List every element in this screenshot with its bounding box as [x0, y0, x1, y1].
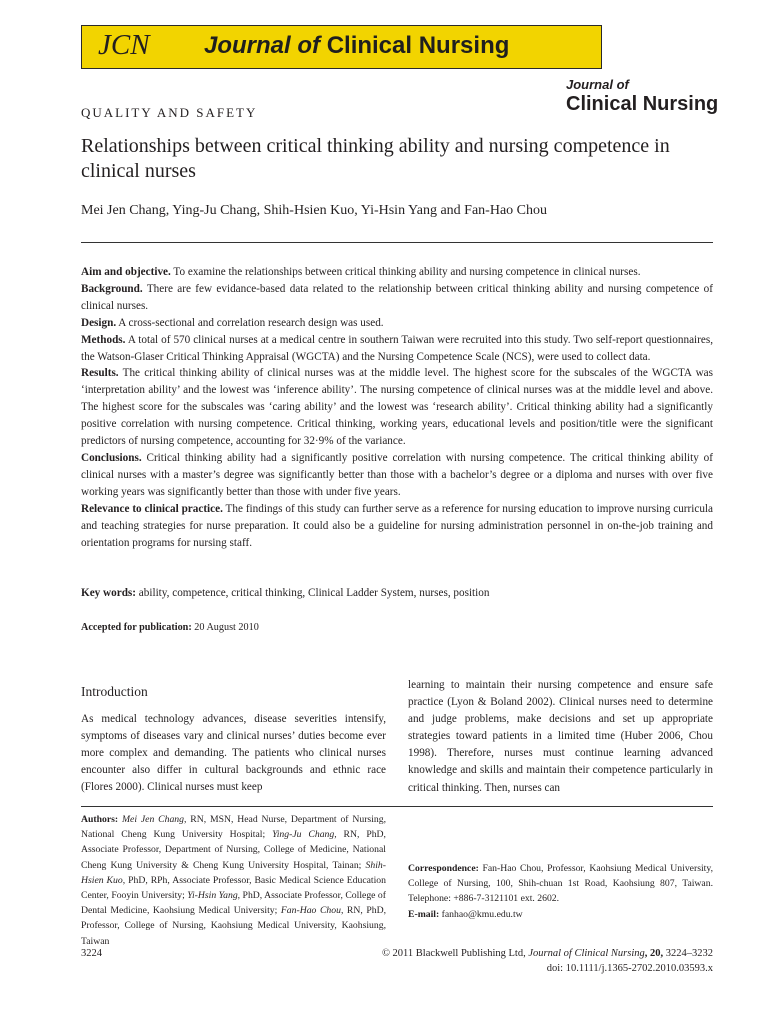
correspondence-label: Correspondence: [408, 863, 479, 874]
abstract-text: Critical thinking ability had a significantly positive correlation with nursing competence. The critical thinking ability of clinical nurses with a master’s degree was significantly better than those with a bachelor’s degree or a diploma and nurses with over five working years was significantly better than those with under five years. [81, 451, 713, 498]
logo-line2: Clinical Nursing [566, 93, 719, 115]
email-text: fanhao@kmu.edu.tw [439, 908, 523, 920]
copyright [382, 946, 713, 976]
abstract-relevance [81, 501, 713, 552]
footnote-correspondence [408, 861, 713, 907]
abstract-text: The findings of this study can further serve as a reference for nursing education to improve nursing curricula and teaching strategies for nurse preparation. It could also be a guideline for nursing administration personnel in on-the-job training and orientation programs for nursing staff. [81, 502, 713, 549]
abstract-results [81, 365, 713, 450]
email-label: E-mail: [408, 908, 440, 920]
author-name: Fan-Hao Chou [280, 905, 341, 917]
copyright-journal: Journal of Clinical Nursing [528, 948, 645, 959]
copyright-pages: 3224–3232 [663, 948, 713, 959]
abstract-design [81, 315, 713, 332]
copyright-line [382, 946, 713, 961]
abstract-label: Conclusions. [81, 451, 142, 464]
header-divider [81, 242, 713, 243]
accepted-text: 20 August 2010 [191, 622, 259, 633]
logo-line1: Journal of [566, 77, 629, 92]
accepted-label: Accepted for publication: [81, 622, 192, 633]
journal-logo [566, 78, 726, 116]
introduction-right-text: learning to maintain their nursing competence and ensure safe practice (Lyon & Boland 2002). Clinical nurses need to determine and judge problems, make decisions and set up appropriate strategies toward patients in a limited time (Huber 2006, Chou 1998). Therefore, nurses must continue learning advanced knowledge and skills and maintain their competence particularly in critical thinking. Then, nurses can [408, 679, 713, 794]
keywords [81, 587, 713, 599]
journal-abbrev: JCN [98, 29, 150, 61]
abstract-aim [81, 264, 713, 281]
journal-banner-title [204, 32, 509, 60]
copyright-volume: , 20, [644, 948, 664, 959]
author-details: , PhD, RPh, Associate Professor, Basic Medical Science Education Center, Fooyin University; [81, 874, 386, 902]
abstract-text: The critical thinking ability of clinical nurses was at the middle level. The highest score for the subscales of the WGCTA was ‘interpretation ability’ and the lowest was ‘inference ability’. The nursing competence of clinical nurses was at the middle level and above. The highest score for the subscales was ‘caring ability’ and the lowest was ‘research ability’. Critical thinking ability had a significantly positive correlation with nursing competence. Critical thinking, working years, educational levels and position/title were the significant predictors of nursing competence, accounting for 32·9% of the variance. [81, 367, 713, 448]
abstract-label: Results. [81, 367, 119, 380]
abstract-text: To examine the relationships between critical thinking ability and nursing competence in clinical nurses. [170, 266, 641, 278]
abstract-label: Design. [81, 316, 117, 329]
introduction-left-text: As medical technology advances, disease severities intensify, symptoms of diseases vary and clinical nurses’ duties become ever more complex and demanding. The patients who clinical nurses encounter also differ in cultural backgrounds and ethnic race (Flores 2000). Clinical nurses must keep [81, 713, 386, 794]
page-number: 3224 [81, 948, 102, 959]
author-list: Mei Jen Chang, Ying-Ju Chang, Shih-Hsien Kuo, Yi-Hsin Yang and Fan-Hao Chou [81, 203, 548, 218]
abstract-methods [81, 332, 713, 366]
abstract-text: A cross-sectional and correlation research design was used. [116, 316, 384, 329]
footnote-correspondence-block [408, 861, 713, 922]
abstract-conclusions [81, 450, 713, 501]
abstract [81, 264, 713, 551]
abstract-text: There are few evidance-based data related to the relationship between critical thinking ability and nursing competence of clinical nurses. [81, 282, 713, 312]
abstract-label: Aim and objective. [81, 266, 171, 278]
abstract-text: A total of 570 clinical nurses at a medical centre in southern Taiwan were recruited into this study. Two self-report questionnaires, the Watson-Glaser Critical Thinking Appraisal (WGCTA) and the Nursing Competence Scale (NCS), were used to collect data. [81, 333, 713, 363]
introduction-heading: Introduction [81, 684, 148, 699]
abstract-label: Methods. [81, 333, 126, 346]
footnote-email [408, 907, 713, 922]
author-details: , RN, PhD, Associate Professor, Department of Nursing, College of Medicine, National Cheng Kung University & Cheng Kung University Hospital, Tainan; [81, 829, 386, 871]
abstract-background [81, 281, 713, 315]
footnote-authors-label: Authors: [81, 814, 119, 825]
abstract-label: Relevance to clinical practice. [81, 502, 223, 515]
author-name: Yi-Hsin Yang [187, 890, 238, 902]
footnote-authors [81, 812, 386, 949]
correspondence-text: Fan-Hao Chou, Professor, Kaohsiung Medical University, College of Nursing, 100, Shih-chuan 1st Road, Kaohsiung 807, Taiwan. Telephone: +886-7-3121101 ext. 2602. [408, 863, 713, 905]
doi: doi: 10.1111/j.1365-2702.2010.03593.x [546, 963, 713, 974]
section-label: QUALITY AND SAFETY [81, 105, 258, 120]
author-details: , RN, MSN, Head Nurse, Department of Nursing, National Cheng Kung University Hospital; [81, 814, 387, 841]
footnote-divider [81, 806, 713, 807]
author-details: , RN, PhD, Professor, College of Nursing, Kaohsiung Medical University, Kaohsiung, Taiwan [81, 905, 387, 947]
journal-of-text: Journal of [204, 32, 321, 59]
abstract-label: Background. [81, 282, 143, 295]
author-name: Mei Jen Chang [121, 814, 184, 825]
article-title: Relationships between critical thinking ability and nursing competence in clinical nurses [81, 135, 670, 182]
author-details: , PhD, Associate Professor, College of Dental Medicine, Kaohsiung Medical University; [81, 890, 386, 917]
copyright-prefix: © 2011 Blackwell Publishing Ltd, [381, 948, 529, 959]
journal-name-text: Clinical Nursing [326, 32, 510, 59]
introduction-right-column [408, 677, 713, 797]
footnote-left-column [81, 812, 386, 949]
journal-banner [81, 25, 602, 69]
keywords-text: ability, competence, critical thinking, Clinical Ladder System, nurses, position [136, 587, 490, 599]
author-name: Ying-Ju Chang [272, 829, 335, 841]
accepted-date [81, 622, 259, 633]
keywords-label: Key words: [81, 587, 136, 599]
author-name: Shih-Hsien Kuo [81, 859, 386, 886]
introduction-left-column [81, 711, 386, 796]
